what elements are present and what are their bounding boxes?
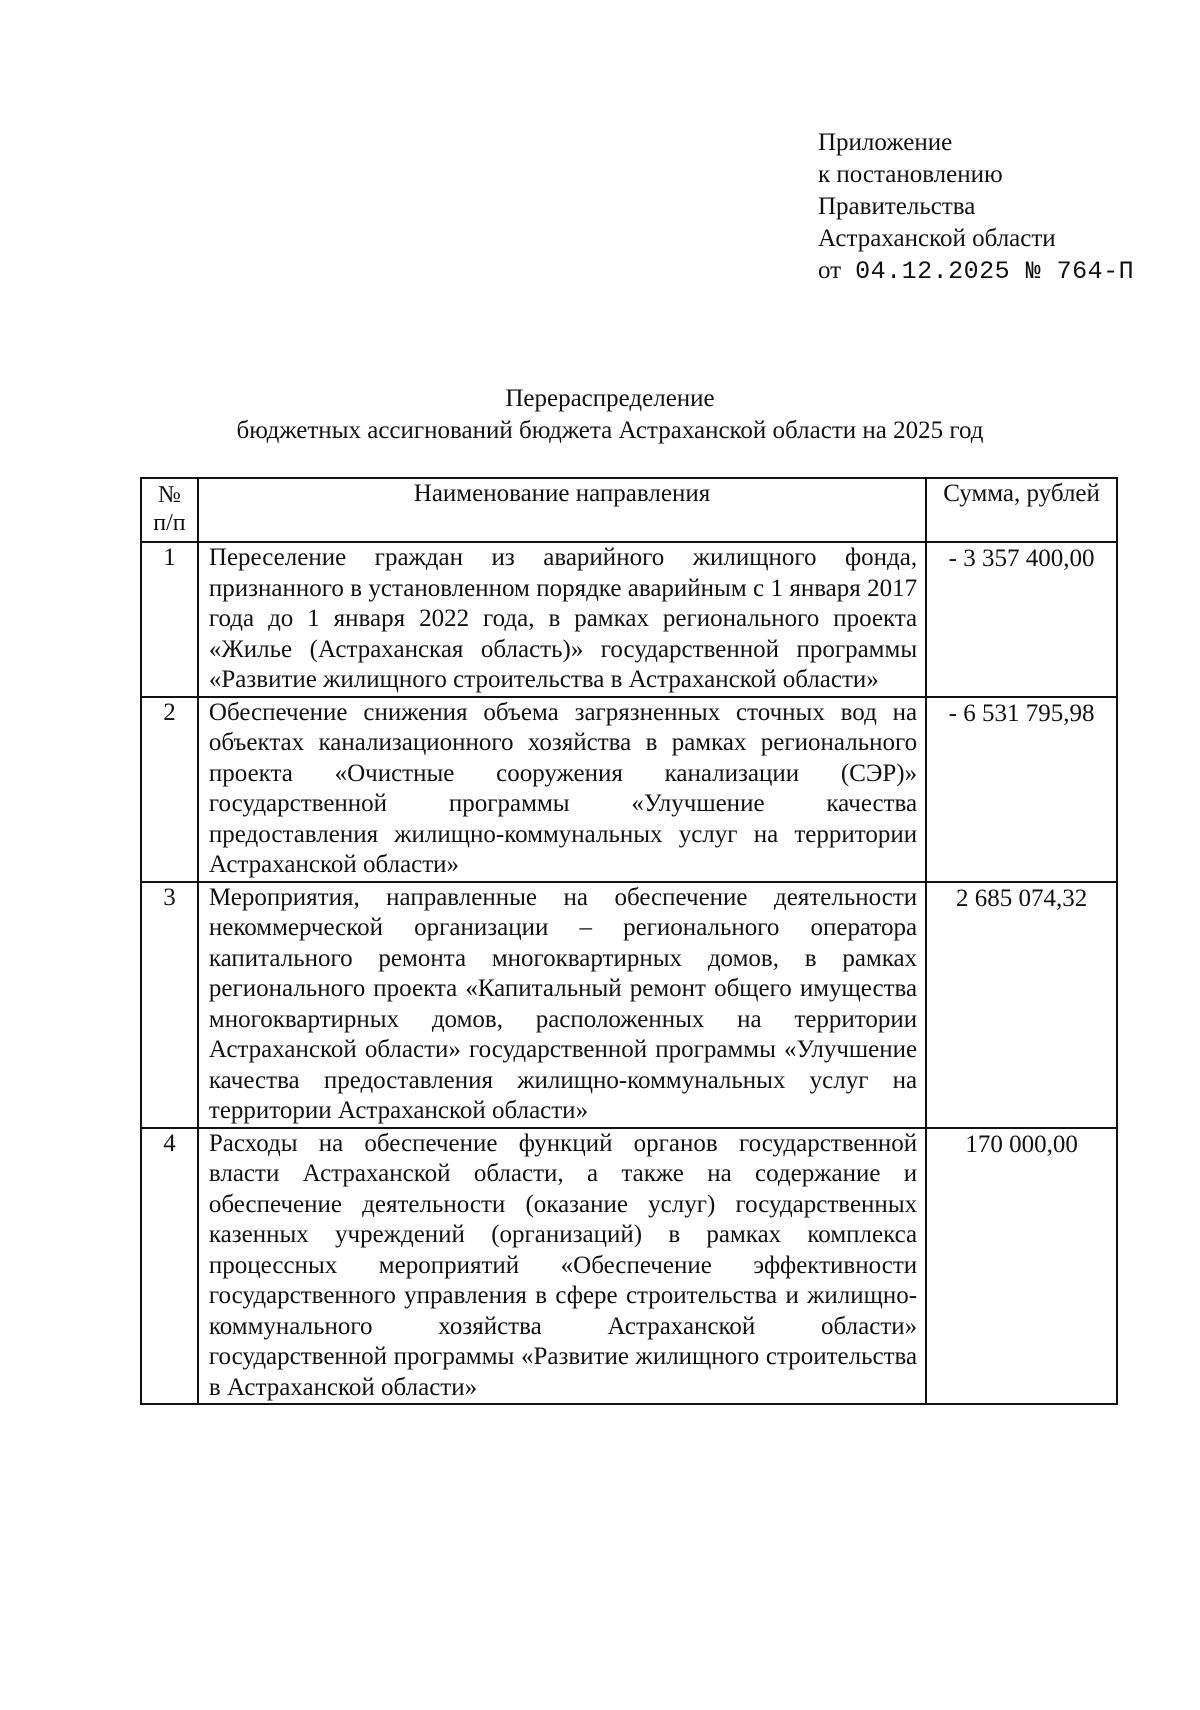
appendix-line-2: к постановлению	[818, 161, 1003, 188]
table-row	[141, 542, 1117, 697]
appendix-line-4: Астраханской области	[818, 225, 1056, 252]
title-line-2: бюджетных ассигнований бюджета Астраханской области на 2025 год	[236, 417, 984, 444]
allocation-table	[140, 477, 1118, 1405]
document-title	[140, 383, 1080, 447]
appendix-line-3: Правительства	[818, 193, 976, 220]
date-prefix: от	[818, 257, 842, 284]
title-line-1: Перераспределение	[505, 385, 715, 412]
row-sum: - 6 531 795,98	[926, 697, 1117, 882]
row-direction-name: Мероприятия, направленные на обеспечение деятельности некоммерческой организации – регионального оператора капитального ремонта многоквартирных домов, в рамках регионального проекта «Капитальный ремонт общего имущества многоквартирных домов, расположенных на территории Астраханской области» государственной программы «Улучшение качества предоставления жилищно-коммунальных услуг на территории Астраханской области»	[198, 882, 926, 1128]
header-sum: Сумма, рублей	[926, 478, 1117, 542]
row-number: 3	[141, 882, 198, 1128]
row-direction-name: Обеспечение снижения объема загрязненных сточных вод на объектах канализационного хозяйства в рамках регионального проекта «Очистные сооружения канализации (СЭР)» государственной программы «Улучшение качества предоставления жилищно-коммунальных услуг на территории Астраханской области»	[198, 697, 926, 882]
table-row	[141, 882, 1117, 1128]
appendix-header	[818, 127, 1134, 288]
row-number: 2	[141, 697, 198, 882]
row-sum: 2 685 074,32	[926, 882, 1117, 1128]
row-sum: - 3 357 400,00	[926, 542, 1117, 697]
table-row	[141, 1128, 1117, 1405]
appendix-date-line	[818, 255, 1134, 288]
row-direction-name: Переселение граждан из аварийного жилищного фонда, признанного в установленном порядке аварийным с 1 января 2017 года до 1 января 2022 года, в рамках регионального проекта «Жилье (Астраханская область)» государственной программы «Развитие жилищного строительства в Астраханской области»	[198, 542, 926, 697]
header-name: Наименование направления	[198, 478, 926, 542]
table-row	[141, 697, 1117, 882]
row-number: 4	[141, 1128, 198, 1405]
date-number-stamp: 04.12.2025 № 764-П	[855, 257, 1135, 286]
table-header-row	[141, 478, 1117, 542]
appendix-line-1: Приложение	[818, 129, 953, 156]
row-direction-name: Расходы на обеспечение функций органов государственной власти Астраханской области, а также на содержание и обеспечение деятельности (оказание услуг) государственных казенных учреждений (организаций) в рамках комплекса процессных мероприятий «Обеспечение эффективности государственного управления в сфере строительства и жилищно-коммунального хозяйства Астраханской области» государственной программы «Развитие жилищного строительства в Астраханской области»	[198, 1128, 926, 1405]
header-number	[141, 478, 198, 542]
row-sum: 170 000,00	[926, 1128, 1117, 1405]
row-number: 1	[141, 542, 198, 697]
header-number-abbr: п/п	[153, 510, 186, 536]
header-number-sign: №	[157, 482, 181, 508]
